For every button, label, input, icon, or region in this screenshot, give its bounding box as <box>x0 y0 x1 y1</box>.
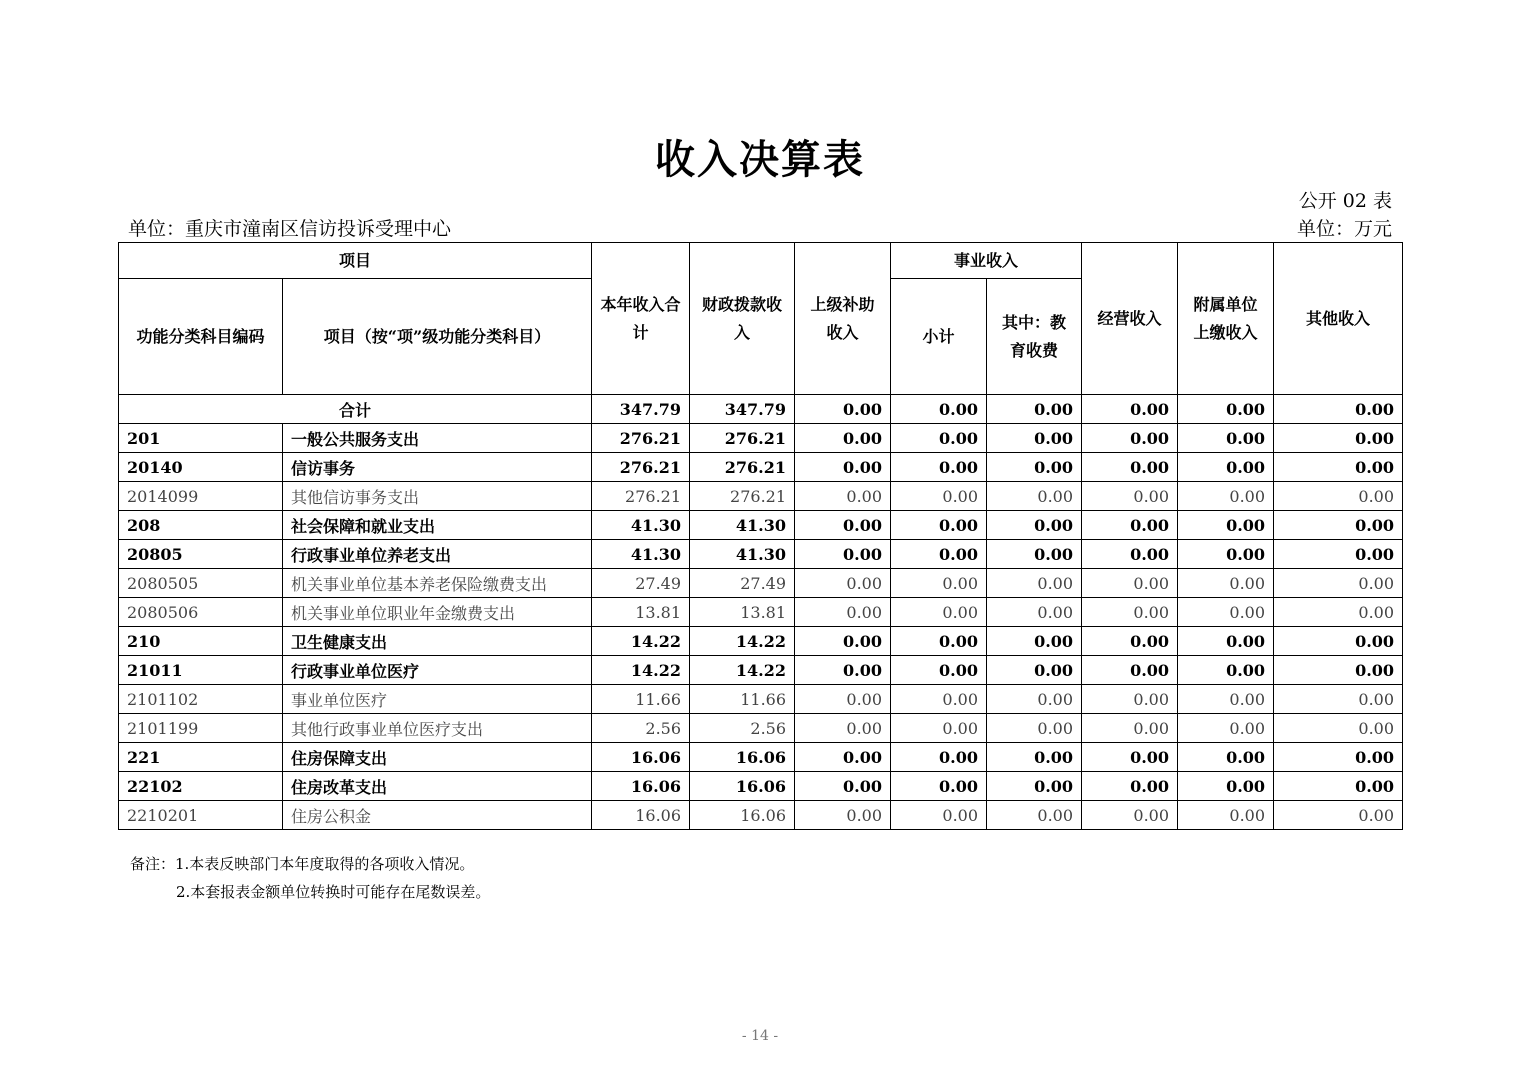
row-value: 0.00 <box>1178 685 1274 714</box>
row-value: 0.00 <box>795 714 891 743</box>
row-name: 行政事业单位医疗 <box>283 656 592 685</box>
row-value: 0.00 <box>1082 482 1178 511</box>
row-value: 0.00 <box>1178 714 1274 743</box>
row-value: 0.00 <box>1178 424 1274 453</box>
row-value: 0.00 <box>1274 569 1403 598</box>
table-row <box>119 656 1403 685</box>
row-name: 事业单位医疗 <box>283 685 592 714</box>
header-row-1 <box>119 243 1403 279</box>
row-value: 0.00 <box>1082 598 1178 627</box>
row-value: 0.00 <box>1082 569 1178 598</box>
note-2: 2.本套报表金额单位转换时可能存在尾数误差。 <box>176 883 491 901</box>
row-value: 0.00 <box>891 772 987 801</box>
table-row <box>119 569 1403 598</box>
row-code: 2210201 <box>119 801 283 830</box>
row-code: 20805 <box>119 540 283 569</box>
header-affiliated: 附属单位上缴收入 <box>1178 243 1274 395</box>
row-value: 41.30 <box>690 511 795 540</box>
total-value: 347.79 <box>690 395 795 424</box>
row-value: 0.00 <box>795 743 891 772</box>
row-value: 16.06 <box>690 772 795 801</box>
header-code: 功能分类科目编码 <box>119 279 283 395</box>
table-row <box>119 772 1403 801</box>
form-number: 公开 02 表 <box>1298 190 1392 212</box>
row-value: 0.00 <box>1178 511 1274 540</box>
row-value: 14.22 <box>690 656 795 685</box>
row-value: 0.00 <box>891 424 987 453</box>
total-value: 0.00 <box>1082 395 1178 424</box>
total-row <box>119 395 1403 424</box>
row-value: 0.00 <box>1082 714 1178 743</box>
row-value: 0.00 <box>891 598 987 627</box>
row-value: 13.81 <box>690 598 795 627</box>
row-value: 0.00 <box>1274 540 1403 569</box>
row-value: 0.00 <box>987 685 1082 714</box>
row-value: 16.06 <box>690 743 795 772</box>
row-value: 276.21 <box>690 424 795 453</box>
row-code: 2080506 <box>119 598 283 627</box>
row-value: 16.06 <box>592 801 690 830</box>
row-code: 201 <box>119 424 283 453</box>
table-row <box>119 540 1403 569</box>
table-row <box>119 424 1403 453</box>
row-value: 16.06 <box>592 772 690 801</box>
row-value: 0.00 <box>1274 743 1403 772</box>
total-label: 合计 <box>119 395 592 424</box>
row-value: 276.21 <box>592 453 690 482</box>
row-code: 21011 <box>119 656 283 685</box>
note-1: 备注：1.本表反映部门本年度取得的各项收入情况。 <box>130 855 475 873</box>
row-value: 0.00 <box>987 482 1082 511</box>
unit-currency: 单位：万元 <box>1296 218 1392 240</box>
row-value: 0.00 <box>1178 540 1274 569</box>
table-row <box>119 482 1403 511</box>
row-name: 机关事业单位职业年金缴费支出 <box>283 598 592 627</box>
row-value: 0.00 <box>795 540 891 569</box>
row-code: 20140 <box>119 453 283 482</box>
row-value: 0.00 <box>987 424 1082 453</box>
page-title: 收入决算表 <box>655 136 865 183</box>
row-value: 0.00 <box>1274 598 1403 627</box>
row-code: 2080505 <box>119 569 283 598</box>
row-value: 0.00 <box>987 627 1082 656</box>
row-value: 0.00 <box>1178 482 1274 511</box>
row-value: 27.49 <box>690 569 795 598</box>
row-value: 0.00 <box>987 743 1082 772</box>
row-value: 0.00 <box>1082 540 1178 569</box>
row-value: 0.00 <box>891 627 987 656</box>
row-value: 0.00 <box>1274 714 1403 743</box>
table-row <box>119 801 1403 830</box>
row-value: 11.66 <box>592 685 690 714</box>
row-value: 0.00 <box>795 511 891 540</box>
row-value: 41.30 <box>592 540 690 569</box>
header-other: 其他收入 <box>1274 243 1403 395</box>
total-value: 0.00 <box>1274 395 1403 424</box>
row-value: 0.00 <box>987 569 1082 598</box>
row-value: 0.00 <box>987 598 1082 627</box>
row-value: 41.30 <box>592 511 690 540</box>
table-row <box>119 685 1403 714</box>
header-subtotal: 小计 <box>891 279 987 395</box>
row-name: 住房公积金 <box>283 801 592 830</box>
row-value: 276.21 <box>690 482 795 511</box>
row-name: 住房改革支出 <box>283 772 592 801</box>
row-value: 0.00 <box>795 453 891 482</box>
page-number: - 14 - <box>741 1028 779 1044</box>
row-value: 0.00 <box>891 714 987 743</box>
row-value: 0.00 <box>987 801 1082 830</box>
row-value: 0.00 <box>1274 453 1403 482</box>
row-value: 0.00 <box>1082 801 1178 830</box>
row-value: 0.00 <box>1082 743 1178 772</box>
row-name: 信访事务 <box>283 453 592 482</box>
row-value: 0.00 <box>891 743 987 772</box>
total-value: 0.00 <box>795 395 891 424</box>
header-fiscal: 财政拨款收入 <box>690 243 795 395</box>
row-value: 27.49 <box>592 569 690 598</box>
row-value: 0.00 <box>1274 801 1403 830</box>
income-table <box>118 242 1403 830</box>
table-row <box>119 453 1403 482</box>
row-name: 机关事业单位基本养老保险缴费支出 <box>283 569 592 598</box>
row-value: 0.00 <box>987 540 1082 569</box>
row-value: 0.00 <box>987 772 1082 801</box>
row-name: 卫生健康支出 <box>283 627 592 656</box>
row-value: 0.00 <box>891 482 987 511</box>
row-code: 22102 <box>119 772 283 801</box>
row-value: 0.00 <box>1274 656 1403 685</box>
unit-organization: 单位：重庆市潼南区信访投诉受理中心 <box>128 218 452 240</box>
row-value: 0.00 <box>1178 772 1274 801</box>
row-value: 2.56 <box>592 714 690 743</box>
row-name: 住房保障支出 <box>283 743 592 772</box>
row-value: 0.00 <box>987 714 1082 743</box>
row-code: 221 <box>119 743 283 772</box>
row-value: 0.00 <box>1082 656 1178 685</box>
table-row <box>119 714 1403 743</box>
row-value: 0.00 <box>795 569 891 598</box>
row-value: 14.22 <box>592 627 690 656</box>
row-value: 16.06 <box>690 801 795 830</box>
row-value: 0.00 <box>891 540 987 569</box>
row-value: 0.00 <box>891 453 987 482</box>
row-name: 社会保障和就业支出 <box>283 511 592 540</box>
row-value: 0.00 <box>987 656 1082 685</box>
row-value: 0.00 <box>891 569 987 598</box>
row-value: 0.00 <box>987 511 1082 540</box>
header-business: 经营收入 <box>1082 243 1178 395</box>
row-value: 0.00 <box>1178 598 1274 627</box>
row-value: 0.00 <box>1274 627 1403 656</box>
row-value: 0.00 <box>1274 685 1403 714</box>
row-value: 276.21 <box>592 482 690 511</box>
row-value: 0.00 <box>795 424 891 453</box>
row-value: 0.00 <box>795 685 891 714</box>
row-value: 0.00 <box>795 772 891 801</box>
row-value: 0.00 <box>891 511 987 540</box>
row-value: 0.00 <box>891 656 987 685</box>
row-value: 0.00 <box>1082 424 1178 453</box>
row-value: 0.00 <box>795 598 891 627</box>
row-value: 0.00 <box>891 801 987 830</box>
row-value: 0.00 <box>1082 453 1178 482</box>
row-value: 16.06 <box>592 743 690 772</box>
row-name: 其他行政事业单位医疗支出 <box>283 714 592 743</box>
row-value: 0.00 <box>795 482 891 511</box>
row-value: 0.00 <box>1178 656 1274 685</box>
table-row <box>119 627 1403 656</box>
total-value: 347.79 <box>592 395 690 424</box>
row-value: 14.22 <box>592 656 690 685</box>
row-value: 0.00 <box>795 801 891 830</box>
row-code: 2101102 <box>119 685 283 714</box>
total-value: 0.00 <box>891 395 987 424</box>
row-value: 0.00 <box>1178 627 1274 656</box>
row-value: 0.00 <box>795 627 891 656</box>
row-name: 其他信访事务支出 <box>283 482 592 511</box>
table-row <box>119 598 1403 627</box>
row-value: 0.00 <box>891 685 987 714</box>
row-value: 14.22 <box>690 627 795 656</box>
row-value: 41.30 <box>690 540 795 569</box>
row-code: 2014099 <box>119 482 283 511</box>
row-value: 13.81 <box>592 598 690 627</box>
row-value: 0.00 <box>987 453 1082 482</box>
row-value: 0.00 <box>1274 511 1403 540</box>
header-career: 事业收入 <box>891 243 1082 279</box>
row-value: 0.00 <box>1178 743 1274 772</box>
row-value: 2.56 <box>690 714 795 743</box>
row-code: 2101199 <box>119 714 283 743</box>
row-name: 一般公共服务支出 <box>283 424 592 453</box>
row-value: 0.00 <box>1178 801 1274 830</box>
row-value: 0.00 <box>1082 685 1178 714</box>
row-value: 0.00 <box>1082 511 1178 540</box>
row-code: 210 <box>119 627 283 656</box>
header-item: 项目 <box>119 243 592 279</box>
notes <box>130 850 490 906</box>
table-row <box>119 743 1403 772</box>
total-value: 0.00 <box>987 395 1082 424</box>
row-value: 0.00 <box>1274 772 1403 801</box>
header-total: 本年收入合计 <box>592 243 690 395</box>
header-superior: 上级补助收入 <box>795 243 891 395</box>
row-name: 行政事业单位养老支出 <box>283 540 592 569</box>
row-value: 0.00 <box>1178 453 1274 482</box>
row-value: 0.00 <box>1082 772 1178 801</box>
total-value: 0.00 <box>1178 395 1274 424</box>
row-code: 208 <box>119 511 283 540</box>
table-row <box>119 511 1403 540</box>
row-value: 276.21 <box>592 424 690 453</box>
row-value: 0.00 <box>795 656 891 685</box>
row-value: 0.00 <box>1274 424 1403 453</box>
row-value: 0.00 <box>1274 482 1403 511</box>
row-value: 0.00 <box>1082 627 1178 656</box>
row-value: 11.66 <box>690 685 795 714</box>
header-name: 项目（按“项”级功能分类科目） <box>283 279 592 395</box>
header-edu: 其中：教育收费 <box>987 279 1082 395</box>
row-value: 0.00 <box>1178 569 1274 598</box>
row-value: 276.21 <box>690 453 795 482</box>
